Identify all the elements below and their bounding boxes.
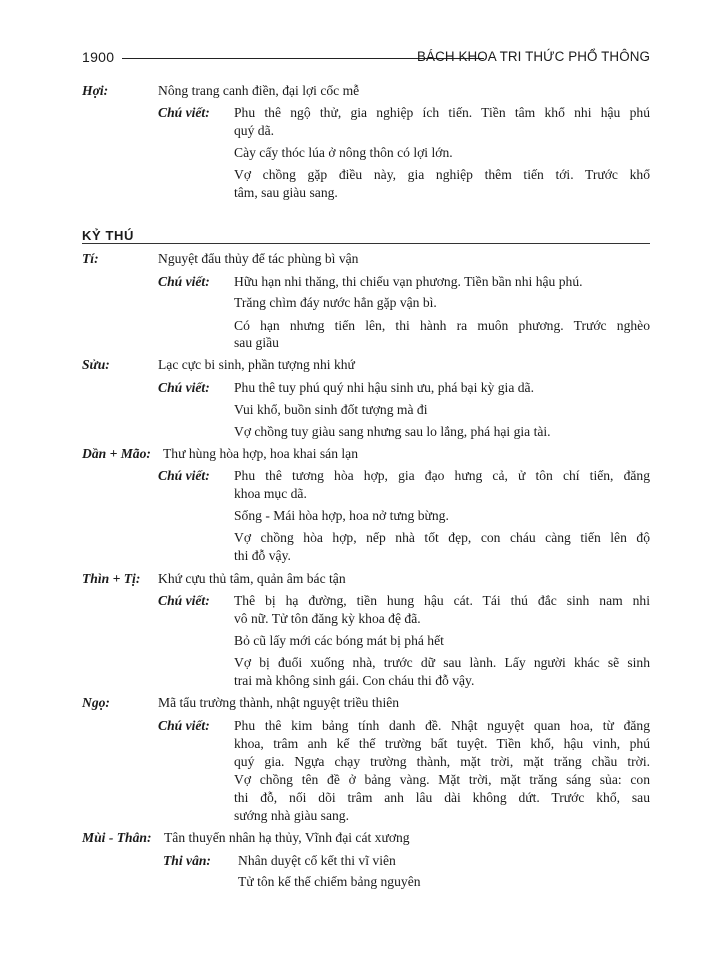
entry-title-thin-ty: Khứ cựu thủ tâm, quản âm bác tận [158,571,346,586]
entry-title-ti: Nguyệt đẩu thủy để tác phùng bì vận [158,251,359,266]
note-label-dan-mao: Chú viết: [158,468,210,483]
note-line: trai mà không sinh gái. Con cháu thi đỗ vậy. [234,673,475,688]
note-line: Trăng chìm đáy nước hẳn gặp vận bì. [234,295,437,310]
entry-title-suu: Lạc cực bi sinh, phần tượng nhi khứ [158,357,355,372]
entry-title-hoi: Nông trang canh điền, đại lợi cốc mễ [158,83,360,98]
entry-title-mui-than: Tân thuyến nhân hạ thủy, Vĩnh đại cát xương [164,830,410,845]
note-line: khoa mục dã. [234,486,307,501]
note-line: Phu thê tuy phú quý nhi hậu sinh ưu, phá bại kỳ gia dã. [234,380,534,395]
entry-label-ngo: Ngọ: [82,695,110,710]
note-line: vô nữ. Tử tôn đăng kỳ khoa đệ đã. [234,611,421,626]
note-line: sau giầu [234,335,279,350]
note-line: Vợ bị đuổi xuống nhà, trước dữ sau lành. Lấy người khác sẽ sinh [234,655,650,670]
note-line: Vợ chồng tuy giàu sang nhưng sau lo lắng, phá hại gia tài. [234,424,551,439]
entry-label-ti: Tí: [82,251,99,266]
entry-title-ngo: Mã tẩu trường thành, nhật nguyệt triều thiên [158,695,400,710]
note-label-hoi: Chú viết: [158,105,210,120]
note-line: quý gia. Ngựa chạy trường thành, mặt trời, mặt trăng chầu trời. [234,754,650,769]
note-line: Phu thê tương hòa hợp, gia đạo hưng cả, ử tôn chí tiến, đăng [234,468,650,483]
note-line: Vợ chồng hòa hợp, nếp nhà tốt đẹp, con cháu càng tiến lên độ [234,530,650,545]
verse-line: Nhân duyệt cố kết thi vĩ viên [238,853,396,868]
verse-line: Tử tôn kế thế chiếm bảng nguyên [238,874,421,889]
note-line: khoa, trâm anh kế thế trường bất tuyệt. Tiền khổ, hậu vinh, phú [234,736,650,751]
note-line: sướng nhà giàu sang. [234,808,349,823]
note-line: tâm, sau giàu sang. [234,185,338,200]
section-heading: KỶ THÚ [82,228,134,243]
note-line: Thê bị hạ đường, tiền hung hậu cát. Tái thú đắc sinh nam nhi [234,593,650,608]
note-line: Phu thê ngộ thử, gia nghiệp ích tiến. Tiền tâm khổ nhi hậu phú [234,105,650,120]
entry-label-hoi: Hợi: [82,83,109,98]
note-line: thi đỗ, nối dõi trâm anh lâu dài không dứt. Trước khổ, sau [234,790,650,805]
note-line: Vui khổ, buồn sinh đốt tượng mà đi [234,402,428,417]
note-line: Bỏ cũ lấy mới các bóng mát bị phá hết [234,633,444,648]
note-label-ngo: Chú viết: [158,718,210,733]
note-label-thin-ty: Chú viết: [158,593,210,608]
entry-title-dan-mao: Thư hùng hòa hợp, hoa khai sán lạn [163,446,359,461]
note-label-ti: Chú viết: [158,274,210,289]
book-title: BÁCH KHOA TRI THỨC PHỔ THÔNG [417,49,650,64]
entry-label-mui-than: Mùi - Thân: [82,830,152,845]
note-line: Vợ chồng gặp điều này, gia nghiệp thêm tiến tới. Trước khổ [234,167,650,182]
page-number: 1900 [82,49,115,65]
note-line: quý dã. [234,123,275,138]
note-label-mui-than: Thi vân: [163,853,211,868]
section-rule [82,243,650,244]
note-line: Cày cấy thóc lúa ở nông thôn có lợi lớn. [234,145,453,160]
note-line: Vợ chồng tên đề ở bảng vàng. Mặt trời, mặt trăng sáng sủa: con [234,772,650,787]
note-line: Sống - Mái hòa hợp, hoa nở tưng bừng. [234,508,449,523]
note-line: Hữu hạn nhi thăng, thi chiếu vạn phương. Tiền bần nhi hậu phú. [234,274,583,289]
entry-label-suu: Sửu: [82,357,110,372]
note-line: Phu thê kim bảng tính danh đề. Nhật nguyệt quan hoa, từ đăng [234,718,650,733]
running-header [82,49,650,69]
note-line: thi đỗ vậy. [234,548,291,563]
note-label-suu: Chú viết: [158,380,210,395]
entry-label-dan-mao: Dần + Mão: [82,446,151,461]
note-line: Có hạn nhưng tiến lên, thi hành ra muôn phương. Trước nghèo [234,318,650,333]
entry-label-thin-ty: Thìn + Tị: [82,571,141,586]
